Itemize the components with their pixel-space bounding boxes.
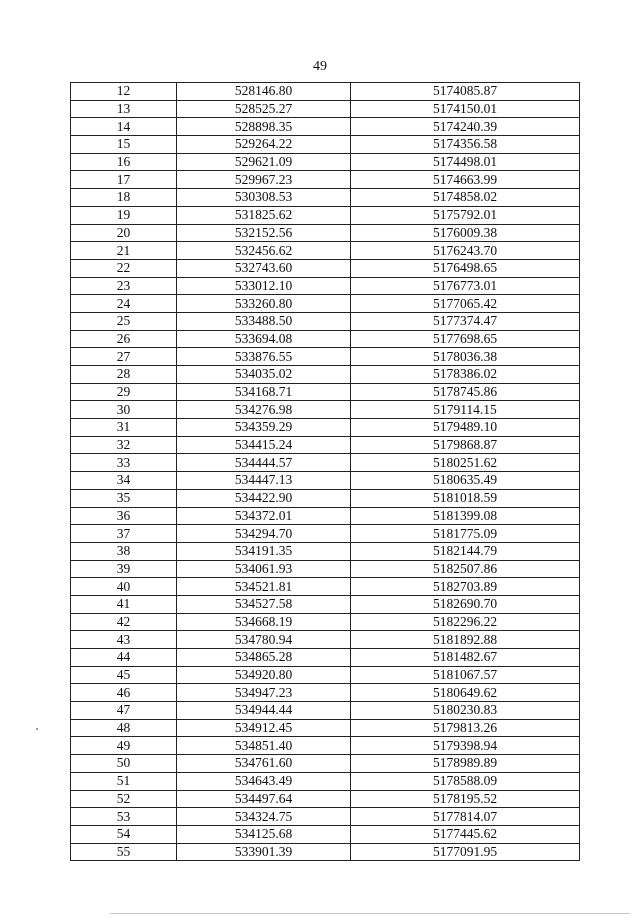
table-row [71, 507, 580, 525]
point-number-cell: 12 [71, 83, 177, 101]
table-row [71, 843, 580, 861]
table-row [71, 613, 580, 631]
point-number-cell: 44 [71, 649, 177, 667]
table-row [71, 719, 580, 737]
y-coordinate-cell: 5176243.70 [351, 242, 580, 260]
x-coordinate-cell: 534912.45 [177, 719, 351, 737]
table-row [71, 772, 580, 790]
x-coordinate-cell: 534761.60 [177, 755, 351, 773]
point-number-cell: 46 [71, 684, 177, 702]
table-row [71, 578, 580, 596]
x-coordinate-cell: 534851.40 [177, 737, 351, 755]
x-coordinate-cell: 534643.49 [177, 772, 351, 790]
y-coordinate-cell: 5178386.02 [351, 366, 580, 384]
y-coordinate-cell: 5182296.22 [351, 613, 580, 631]
table-row [71, 790, 580, 808]
point-number-cell: 47 [71, 702, 177, 720]
y-coordinate-cell: 5181018.59 [351, 489, 580, 507]
y-coordinate-cell: 5182144.79 [351, 542, 580, 560]
x-coordinate-cell: 534276.98 [177, 401, 351, 419]
y-coordinate-cell: 5174356.58 [351, 136, 580, 154]
x-coordinate-cell: 529967.23 [177, 171, 351, 189]
point-number-cell: 25 [71, 312, 177, 330]
table-row [71, 401, 580, 419]
point-number-cell: 26 [71, 330, 177, 348]
x-coordinate-cell: 534359.29 [177, 419, 351, 437]
point-number-cell: 20 [71, 224, 177, 242]
y-coordinate-cell: 5174150.01 [351, 100, 580, 118]
x-coordinate-cell: 528146.80 [177, 83, 351, 101]
y-coordinate-cell: 5174085.87 [351, 83, 580, 101]
x-coordinate-cell: 534061.93 [177, 560, 351, 578]
point-number-cell: 23 [71, 277, 177, 295]
x-coordinate-cell: 534191.35 [177, 542, 351, 560]
x-coordinate-cell: 533012.10 [177, 277, 351, 295]
point-number-cell: 27 [71, 348, 177, 366]
x-coordinate-cell: 534294.70 [177, 525, 351, 543]
x-coordinate-cell: 533876.55 [177, 348, 351, 366]
x-coordinate-cell: 534035.02 [177, 366, 351, 384]
table-row [71, 295, 580, 313]
point-number-cell: 36 [71, 507, 177, 525]
point-number-cell: 19 [71, 206, 177, 224]
y-coordinate-cell: 5176773.01 [351, 277, 580, 295]
x-coordinate-cell: 534372.01 [177, 507, 351, 525]
table-row [71, 100, 580, 118]
x-coordinate-cell: 534780.94 [177, 631, 351, 649]
point-number-cell: 49 [71, 737, 177, 755]
x-coordinate-cell: 533260.80 [177, 295, 351, 313]
x-coordinate-cell: 528525.27 [177, 100, 351, 118]
table-row [71, 560, 580, 578]
point-number-cell: 53 [71, 808, 177, 826]
y-coordinate-cell: 5178989.89 [351, 755, 580, 773]
table-row [71, 649, 580, 667]
x-coordinate-cell: 534865.28 [177, 649, 351, 667]
y-coordinate-cell: 5177374.47 [351, 312, 580, 330]
point-number-cell: 24 [71, 295, 177, 313]
x-coordinate-cell: 534947.23 [177, 684, 351, 702]
y-coordinate-cell: 5180251.62 [351, 454, 580, 472]
x-coordinate-cell: 534324.75 [177, 808, 351, 826]
table-row [71, 136, 580, 154]
y-coordinate-cell: 5181067.57 [351, 666, 580, 684]
y-coordinate-cell: 5178195.52 [351, 790, 580, 808]
x-coordinate-cell: 532743.60 [177, 259, 351, 277]
y-coordinate-cell: 5179489.10 [351, 419, 580, 437]
y-coordinate-cell: 5177814.07 [351, 808, 580, 826]
point-number-cell: 14 [71, 118, 177, 136]
table-row [71, 83, 580, 101]
x-coordinate-cell: 534444.57 [177, 454, 351, 472]
x-coordinate-cell: 533694.08 [177, 330, 351, 348]
point-number-cell: 48 [71, 719, 177, 737]
point-number-cell: 21 [71, 242, 177, 260]
x-coordinate-cell: 533901.39 [177, 843, 351, 861]
x-coordinate-cell: 531825.62 [177, 206, 351, 224]
table-row [71, 171, 580, 189]
point-number-cell: 18 [71, 189, 177, 207]
y-coordinate-cell: 5180649.62 [351, 684, 580, 702]
point-number-cell: 13 [71, 100, 177, 118]
point-number-cell: 45 [71, 666, 177, 684]
table-row [71, 366, 580, 384]
y-coordinate-cell: 5174663.99 [351, 171, 580, 189]
x-coordinate-cell: 534521.81 [177, 578, 351, 596]
table-row [71, 454, 580, 472]
y-coordinate-cell: 5181482.67 [351, 649, 580, 667]
x-coordinate-cell: 534920.80 [177, 666, 351, 684]
table-row [71, 259, 580, 277]
table-row [71, 277, 580, 295]
x-coordinate-cell: 534944.44 [177, 702, 351, 720]
table-row [71, 242, 580, 260]
point-number-cell: 37 [71, 525, 177, 543]
y-coordinate-cell: 5182703.89 [351, 578, 580, 596]
table-row [71, 702, 580, 720]
point-number-cell: 32 [71, 436, 177, 454]
x-coordinate-cell: 532456.62 [177, 242, 351, 260]
y-coordinate-cell: 5176009.38 [351, 224, 580, 242]
y-coordinate-cell: 5176498.65 [351, 259, 580, 277]
y-coordinate-cell: 5174240.39 [351, 118, 580, 136]
point-number-cell: 41 [71, 595, 177, 613]
table-row [71, 525, 580, 543]
table-row [71, 436, 580, 454]
point-number-cell: 38 [71, 542, 177, 560]
table-row [71, 312, 580, 330]
point-number-cell: 52 [71, 790, 177, 808]
y-coordinate-cell: 5178588.09 [351, 772, 580, 790]
x-coordinate-cell: 534447.13 [177, 472, 351, 490]
y-coordinate-cell: 5181399.08 [351, 507, 580, 525]
point-number-cell: 30 [71, 401, 177, 419]
point-number-cell: 16 [71, 153, 177, 171]
y-coordinate-cell: 5177698.65 [351, 330, 580, 348]
table-row [71, 808, 580, 826]
y-coordinate-cell: 5179813.26 [351, 719, 580, 737]
table-row [71, 189, 580, 207]
x-coordinate-cell: 530308.53 [177, 189, 351, 207]
point-number-cell: 55 [71, 843, 177, 861]
y-coordinate-cell: 5177091.95 [351, 843, 580, 861]
y-coordinate-cell: 5180230.83 [351, 702, 580, 720]
y-coordinate-cell: 5179114.15 [351, 401, 580, 419]
point-number-cell: 42 [71, 613, 177, 631]
point-number-cell: 28 [71, 366, 177, 384]
x-coordinate-cell: 528898.35 [177, 118, 351, 136]
y-coordinate-cell: 5179868.87 [351, 436, 580, 454]
table-row [71, 737, 580, 755]
table-row [71, 383, 580, 401]
point-number-cell: 17 [71, 171, 177, 189]
point-number-cell: 40 [71, 578, 177, 596]
coordinates-table [70, 82, 580, 861]
table-row [71, 224, 580, 242]
x-coordinate-cell: 534527.58 [177, 595, 351, 613]
page-number: 49 [313, 59, 327, 74]
x-coordinate-cell: 533488.50 [177, 312, 351, 330]
coordinates-table-body [71, 83, 580, 861]
point-number-cell: 33 [71, 454, 177, 472]
table-row [71, 206, 580, 224]
table-row [71, 330, 580, 348]
table-row [71, 631, 580, 649]
point-number-cell: 54 [71, 825, 177, 843]
table-row [71, 472, 580, 490]
x-coordinate-cell: 534168.71 [177, 383, 351, 401]
y-coordinate-cell: 5182690.70 [351, 595, 580, 613]
point-number-cell: 31 [71, 419, 177, 437]
y-coordinate-cell: 5179398.94 [351, 737, 580, 755]
y-coordinate-cell: 5178745.86 [351, 383, 580, 401]
x-coordinate-cell: 534125.68 [177, 825, 351, 843]
point-number-cell: 15 [71, 136, 177, 154]
x-coordinate-cell: 534668.19 [177, 613, 351, 631]
y-coordinate-cell: 5174858.02 [351, 189, 580, 207]
table-row [71, 825, 580, 843]
x-coordinate-cell: 534497.64 [177, 790, 351, 808]
x-coordinate-cell: 529621.09 [177, 153, 351, 171]
y-coordinate-cell: 5174498.01 [351, 153, 580, 171]
x-coordinate-cell: 532152.56 [177, 224, 351, 242]
table-row [71, 684, 580, 702]
point-number-cell: 34 [71, 472, 177, 490]
point-number-cell: 51 [71, 772, 177, 790]
table-row [71, 489, 580, 507]
y-coordinate-cell: 5178036.38 [351, 348, 580, 366]
y-coordinate-cell: 5175792.01 [351, 206, 580, 224]
point-number-cell: 35 [71, 489, 177, 507]
table-row [71, 348, 580, 366]
y-coordinate-cell: 5180635.49 [351, 472, 580, 490]
y-coordinate-cell: 5177065.42 [351, 295, 580, 313]
y-coordinate-cell: 5177445.62 [351, 825, 580, 843]
y-coordinate-cell: 5181892.88 [351, 631, 580, 649]
y-coordinate-cell: 5181775.09 [351, 525, 580, 543]
table-row [71, 118, 580, 136]
point-number-cell: 22 [71, 259, 177, 277]
y-coordinate-cell: 5182507.86 [351, 560, 580, 578]
point-number-cell: 50 [71, 755, 177, 773]
scan-speck [36, 728, 38, 730]
table-row [71, 755, 580, 773]
table-row [71, 595, 580, 613]
point-number-cell: 43 [71, 631, 177, 649]
point-number-cell: 39 [71, 560, 177, 578]
x-coordinate-cell: 534415.24 [177, 436, 351, 454]
table-row [71, 153, 580, 171]
table-row [71, 419, 580, 437]
page-bottom-edge [110, 913, 630, 914]
x-coordinate-cell: 534422.90 [177, 489, 351, 507]
point-number-cell: 29 [71, 383, 177, 401]
table-row [71, 542, 580, 560]
x-coordinate-cell: 529264.22 [177, 136, 351, 154]
table-row [71, 666, 580, 684]
